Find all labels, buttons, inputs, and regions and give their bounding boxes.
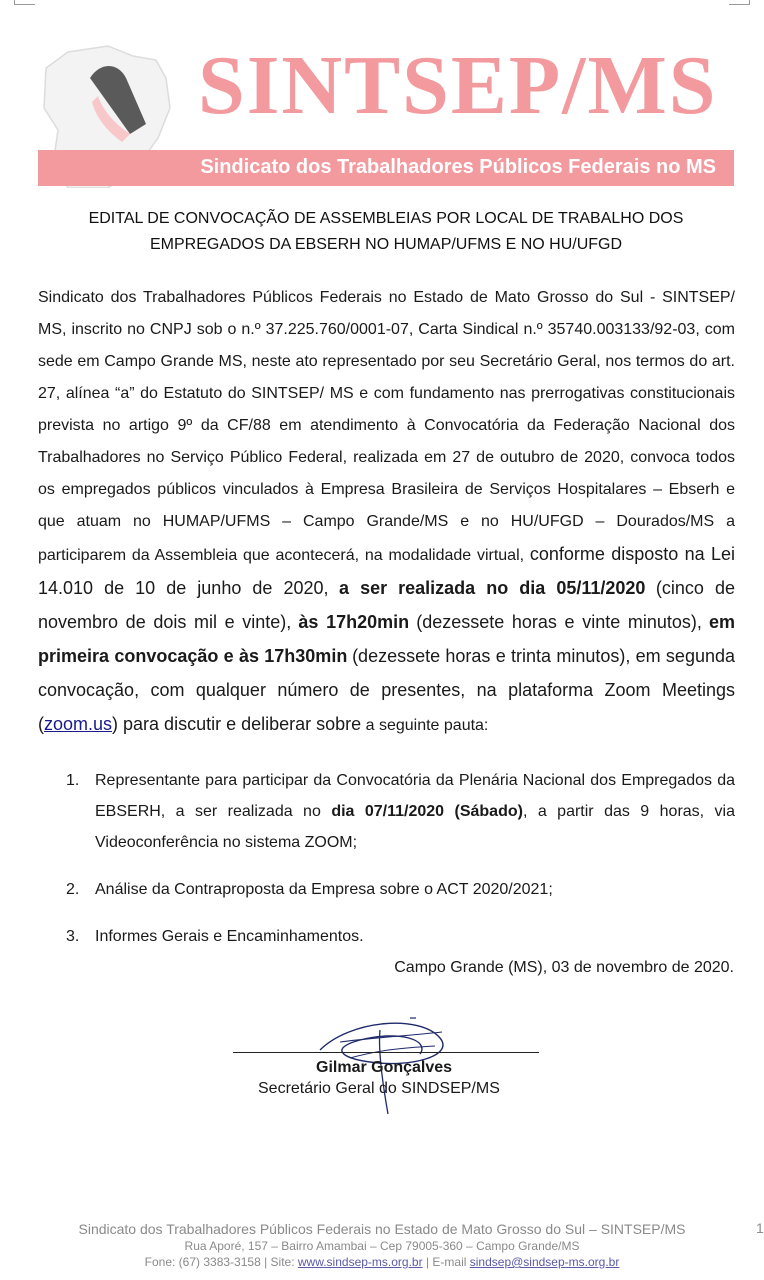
- page-number: 1: [756, 1220, 764, 1236]
- agenda-text: Informes Gerais e Encaminhamentos.: [95, 928, 364, 945]
- signer-role: Secretário Geral do SINDSEP/MS: [258, 1080, 500, 1097]
- first-call-time-text: (dezessete horas e vinte minutos),: [416, 612, 702, 632]
- paragraph-part-1: Sindicato dos Trabalhadores Públicos Federais no Estado de Mato Grosso do Sul - SINTSEP/ MS, inscrito no CNPJ sob o n.º 37.225.760/0001-07, Carta Sindical n.º 35740.003133/92-03, com sede em Campo Grande MS, neste ato representado por seu Secretário Geral, nos termos do art. 27, alínea “a” do Estatuto do SINTSEP/ MS e com fundamento nas prerrogativas constitucionais prevista no artigo 9º da CF/88 em atendimento à Convocatória da Federação Nacional dos Trabalhadores no Serviço Público Federal, realizada em 27 de outubro de 2020, convoca todos os empregados públicos vinculados à Empresa Brasileira de Serviços Hospitalares – Ebserh e que atuam no HUMAP/UFMS – Campo Grande/MS e no HU/UFGD – Dourados/MS a participarem da Assembleia que acontecerá, na modalidade virtual,: [38, 289, 735, 564]
- footer-phone: Fone: (67) 3383-3158 | Site:: [144, 1255, 295, 1269]
- agenda-date-bold: dia 07/11/2020 (Sábado): [331, 803, 523, 820]
- signature-line: [233, 1052, 539, 1053]
- agenda-number: 1.: [66, 772, 80, 789]
- second-call-text: (dezessete horas e trinta minutos), em segunda convocação, com qualquer número de presentes, na plataforma Zoom Meetings (: [38, 646, 736, 734]
- page-corner-mark-left: [14, 0, 35, 5]
- agenda-text: Análise da Contraproposta da Empresa sobre o ACT 2020/2021;: [95, 881, 553, 898]
- agenda-number: 3.: [66, 928, 80, 945]
- brand-subtitle: Sindicato dos Trabalhadores Públicos Federais no MS: [200, 156, 716, 178]
- title-line-2: EMPREGADOS DA EBSERH NO HUMAP/UFMS E NO HU/UFGD: [149, 236, 623, 253]
- footer-contacts: [0, 1254, 764, 1270]
- zoom-link[interactable]: zoom.us: [44, 714, 113, 734]
- footer-email-label: | E-mail: [425, 1255, 467, 1269]
- signer-name: Gilmar Gonçalves: [316, 1059, 453, 1076]
- page-footer: [0, 1220, 764, 1270]
- brand-name: SINTSEP/MS: [198, 39, 718, 132]
- meeting-date-bold: a ser realizada no dia 05/11/2020: [339, 578, 646, 598]
- footer-organization: Sindicato dos Trabalhadores Públicos Federais no Estado de Mato Grosso do Sul – SINTSEP/MS: [78, 1221, 686, 1237]
- agenda-text: Representante para participar da Convocatória da Plenária Nacional dos Empregados da EBSERH, a ser realizada no: [95, 772, 735, 820]
- footer-address: Rua Aporé, 157 – Bairro Amambai – Cep 79005-360 – Campo Grande/MS: [184, 1239, 580, 1253]
- place-and-date: Campo Grande (MS), 03 de novembro de 2020.: [394, 959, 734, 976]
- second-call-bold: em primeira convocação e às 17h30min: [38, 612, 736, 666]
- title-line-1: EDITAL DE CONVOCAÇÃO DE ASSEMBLEIAS POR LOCAL DE TRABALHO DOS: [88, 210, 684, 227]
- meeting-date-text: (cinco de novembro de dois mil e vinte),: [38, 578, 736, 632]
- first-call-time-bold: às 17h20min: [298, 612, 410, 632]
- paragraph-part-9: ) para discutir e deliberar sobre: [112, 714, 362, 734]
- agenda-item: [66, 874, 735, 905]
- page-corner-mark-right: [729, 0, 750, 5]
- agenda-list: [66, 765, 735, 952]
- paragraph-part-2: conforme disposto na Lei 14.010 de 10 de junho de 2020,: [38, 544, 736, 598]
- footer-email-link[interactable]: sindsep@sindsep-ms.org.br: [469, 1255, 620, 1269]
- convocation-paragraph: [38, 282, 735, 742]
- agenda-item: [66, 921, 735, 952]
- letterhead: [38, 38, 734, 188]
- paragraph-part-10: a seguinte pauta:: [365, 717, 489, 734]
- agenda-text-tail: , a partir das 9 horas, via Videoconferência no sistema ZOOM;: [95, 803, 736, 851]
- document-title: [40, 206, 732, 258]
- agenda-item: [66, 765, 735, 858]
- footer-site-link[interactable]: www.sindsep-ms.org.br: [297, 1255, 423, 1269]
- agenda-number: 2.: [66, 881, 80, 898]
